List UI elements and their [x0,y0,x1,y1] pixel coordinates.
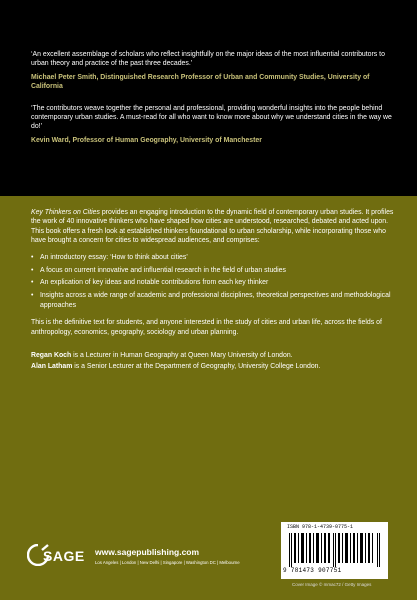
bullet-icon: • [31,279,34,287]
feature-item [31,253,396,262]
feature-item [31,291,396,310]
intro-text: provides an engaging introduction to the dynamic field of contemporary urban studies. It profiles the work of 40 innovative thinkers who have shaped how cities are understood, researched, debated and acted upon. This book offers a fresh look at established thinkers foundational to urban scholarship, while incorporating those who have brought a concern for cities to widespread audiences, and comprises: [31,209,394,245]
bullet-icon: • [31,266,34,274]
feature-item [31,266,396,275]
publisher-cities: Los Angeles | London | New Delhi | Singapore | Washington DC | Melbourne [95,560,240,565]
barcode-bars [289,533,381,567]
publisher-logo: SAGE [43,548,85,564]
publisher-url[interactable]: www.sagepublishing.com [95,547,200,557]
quote-2: ‘The contributors weave together the personal and professional, providing wonderful insights into the people behind contemporary urban studies. A must-read for all who want to know more about why we understand cities in the way we do!’ [31,104,392,131]
intro-paragraph [31,208,396,246]
closing-paragraph: This is the definitive text for students, and anyone interested in the study of cities and urban life, across the fields of anthropology, economics, geography, sociology and urban planning. [31,319,382,336]
author-2-text: is a Senior Lecturer at the Department of Geography, University College London. [72,363,321,371]
author-1-name: Regan Koch [31,351,72,359]
book-description [31,208,396,379]
bullet-icon: • [31,292,34,300]
feature-text: An introductory essay: ‘How to think about cities’ [40,253,188,261]
author-2-name: Alan Latham [31,363,73,371]
feature-text: A focus on current innovative and influential research in the field of urban studies [40,266,286,274]
endorsements [31,50,396,157]
author-2-bio [31,362,396,371]
barcode [281,522,388,579]
quote-1-attribution: Michael Peter Smith, Distinguished Research Professor of Urban and Community Studies, University of California [31,73,370,91]
barcode-number: 9 781473 907751 [283,567,342,574]
quote-2-attribution: Kevin Ward, Professor of Human Geography, University of Manchester [31,136,262,144]
isbn-label: ISBN 978-1-4739-0775-1 [287,524,354,530]
feature-text: Insights across a wide range of academic and professional disciplines, theoretical perspectives and methodological approaches [40,292,391,309]
author-1-bio [31,351,396,360]
cover-credit: Cover Image © mmac72 / Getty Images [292,582,372,587]
feature-list [31,253,396,311]
bullet-icon: • [31,253,34,261]
feature-item [31,278,396,287]
author-1-text: is a Lecturer in Human Geography at Queen Mary University of London. [71,351,293,359]
book-title: Key Thinkers on Cities [31,209,100,216]
feature-text: An explication of key ideas and notable contributions from each key thinker [40,279,269,287]
quote-1: ‘An excellent assemblage of scholars who reflect insightfully on the major ideas of the most influential contributors to urban theory and practice of the past three decades.’ [31,51,385,68]
